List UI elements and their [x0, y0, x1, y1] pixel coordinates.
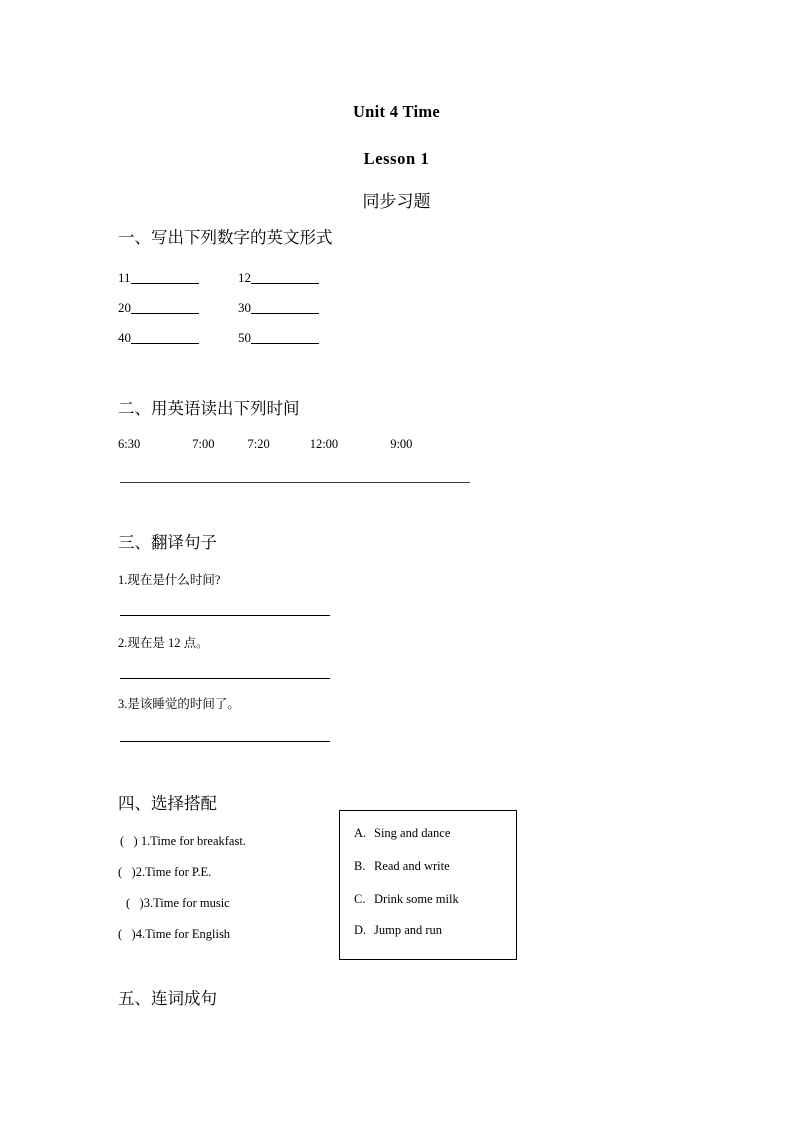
number-label: 11	[118, 270, 131, 285]
section-heading-5: 五、连词成句	[118, 989, 217, 1008]
match-question[interactable]	[126, 897, 230, 910]
answer-blank[interactable]	[251, 330, 319, 344]
numbers-row	[118, 300, 358, 330]
number-item	[238, 270, 358, 284]
option-letter: D.	[354, 923, 367, 937]
bracket-open: (	[126, 896, 131, 910]
option-label: Read and write	[374, 859, 450, 873]
time-value: 6:30	[118, 437, 141, 451]
number-item	[238, 330, 358, 344]
number-item	[238, 300, 358, 314]
translate-sentence: 2.现在是 12 点。	[118, 636, 209, 650]
answer-line[interactable]	[120, 482, 470, 483]
numbers-row	[118, 270, 358, 300]
option-letter: C.	[354, 892, 366, 906]
title-block	[120, 104, 673, 211]
bracket-open: (	[120, 834, 125, 848]
bracket-close: )	[131, 927, 136, 941]
number-label: 50	[238, 330, 251, 345]
section-heading-3: 三、翻译句子	[118, 533, 217, 552]
section-heading-1: 一、写出下列数字的英文形式	[118, 228, 333, 247]
answer-line[interactable]	[120, 678, 330, 679]
match-question-label: 4.Time for English	[135, 927, 231, 941]
lesson-subtitle: Lesson 1	[363, 148, 430, 168]
option-label: Drink some milk	[374, 892, 459, 906]
number-item	[118, 300, 238, 314]
section-heading-4: 四、选择搭配	[118, 794, 217, 813]
answer-blank[interactable]	[131, 330, 199, 344]
answer-line[interactable]	[120, 741, 330, 742]
option-item[interactable]	[354, 827, 450, 840]
time-value: 9:00	[390, 437, 413, 451]
answer-blank[interactable]	[251, 270, 319, 284]
bracket-close: )	[139, 896, 144, 910]
match-question[interactable]	[120, 835, 246, 848]
option-label: Jump and run	[374, 923, 443, 937]
option-letter: A.	[354, 826, 367, 840]
time-value: 12:00	[309, 437, 339, 451]
bracket-close: )	[133, 834, 138, 848]
option-item[interactable]	[354, 924, 442, 937]
bracket-open: (	[118, 927, 123, 941]
match-question[interactable]	[118, 866, 211, 879]
number-item	[118, 330, 238, 344]
number-label: 20	[118, 300, 131, 315]
page-title: Unit 4 Time	[352, 102, 441, 121]
time-value: 7:20	[247, 437, 270, 451]
exercise-title: 同步习题	[362, 192, 431, 212]
times-list	[118, 437, 412, 452]
answer-blank[interactable]	[131, 270, 199, 284]
number-label: 30	[238, 300, 251, 315]
numbers-row	[118, 330, 358, 360]
bracket-close: )	[131, 865, 136, 879]
option-item[interactable]	[354, 860, 450, 873]
number-label: 12	[238, 270, 251, 285]
number-label: 40	[118, 330, 131, 345]
answer-blank[interactable]	[131, 300, 199, 314]
match-question-label: 2.Time for P.E.	[135, 865, 212, 879]
answer-line[interactable]	[120, 615, 330, 616]
option-letter: B.	[354, 859, 366, 873]
numbers-exercise	[118, 270, 358, 360]
match-question-label: 1.Time for breakfast.	[140, 834, 246, 848]
translate-sentence: 3.是该睡觉的时间了。	[118, 697, 240, 711]
number-item	[118, 270, 238, 284]
options-box	[339, 810, 517, 960]
answer-blank[interactable]	[251, 300, 319, 314]
section-heading-2: 二、用英语读出下列时间	[118, 399, 300, 418]
match-question[interactable]	[118, 928, 230, 941]
time-value: 7:00	[192, 437, 215, 451]
option-item[interactable]	[354, 893, 459, 906]
match-question-label: 3.Time for music	[143, 896, 230, 910]
option-label: Sing and dance	[374, 826, 451, 840]
bracket-open: (	[118, 865, 123, 879]
translate-sentence: 1.现在是什么时间?	[118, 573, 221, 587]
